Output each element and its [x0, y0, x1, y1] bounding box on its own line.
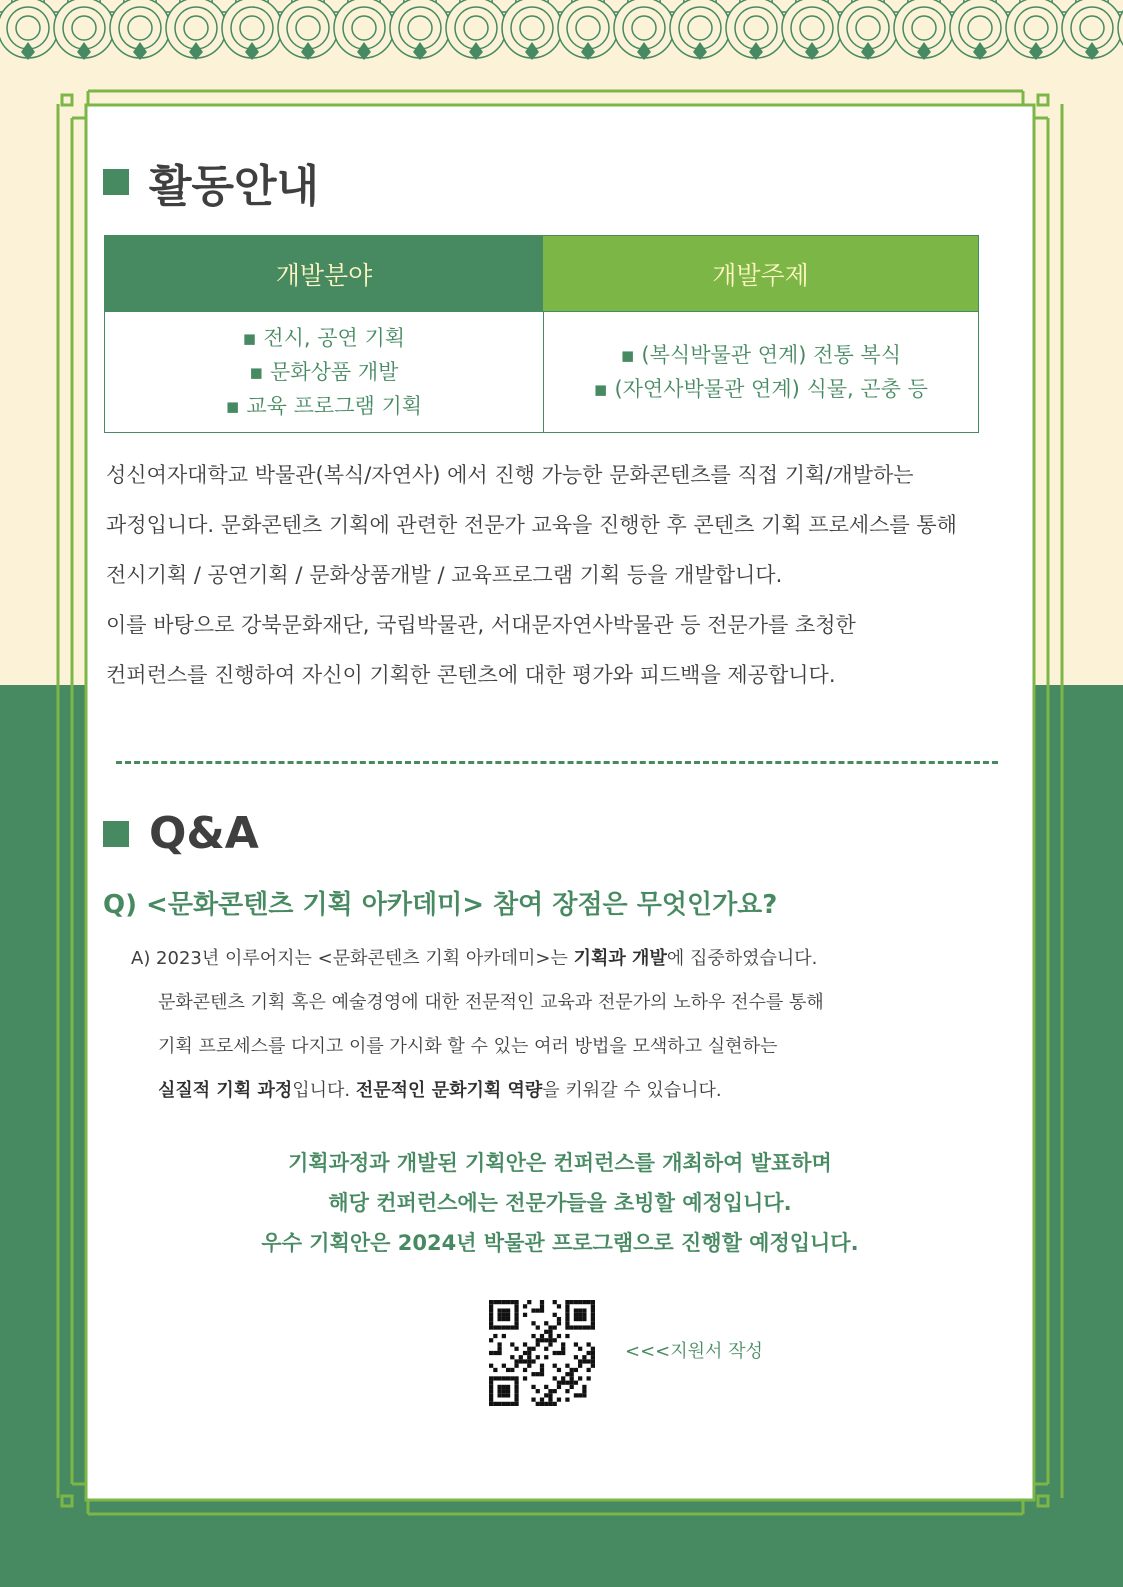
list-item: ▪ 전시, 공연 기획 [242, 326, 406, 350]
qa-answer [131, 937, 824, 1113]
highlight-notice [86, 1143, 1034, 1263]
table-cell-fields [105, 312, 544, 433]
answer-text: A) 2023년 이루어지는 <문화콘텐츠 기획 아카데미>는 [131, 948, 574, 969]
answer-bold: 실질적 기획 과정 [158, 1080, 293, 1101]
intro-line: 과정입니다. 문화콘텐츠 기획에 관련한 전문가 교육을 진행한 후 콘텐츠 기획 프로세스를 통해 [106, 513, 957, 537]
answer-bold: 전문적인 문화기획 역량 [355, 1080, 543, 1101]
answer-line: 문화콘텐츠 기획 혹은 예술경영에 대한 전문적인 교육과 전문가의 노하우 전수를 통해 [158, 992, 824, 1013]
answer-text: 입니다. [292, 1080, 356, 1101]
list-item: ▪ 문화상품 개발 [249, 360, 399, 384]
table-header-field: 개발분야 [105, 236, 544, 312]
square-bullet-icon [103, 169, 129, 195]
qa-section-title [103, 808, 259, 859]
dashed-divider [116, 761, 998, 764]
highlight-line: 우수 기획안은 2024년 박물관 프로그램으로 진행할 예정입니다. [261, 1231, 859, 1255]
intro-line: 전시기획 / 공연기획 / 문화상품개발 / 교육프로그램 기획 등을 개발합니다. [106, 563, 783, 587]
activity-section-title [103, 150, 319, 214]
list-item: ▪ (자연사박물관 연계) 식물, 곤충 등 [593, 377, 928, 401]
list-item: ▪ (복식박물관 연계) 전통 복식 [620, 343, 901, 367]
development-table [104, 235, 979, 433]
scallop-pattern [0, 0, 1123, 66]
intro-line: 컨퍼런스를 진행하여 자신이 기획한 콘텐츠에 대한 평가와 피드백을 제공합니다. [106, 663, 836, 687]
qr-code-icon[interactable] [489, 1300, 595, 1406]
activity-title-text: 활동안내 [149, 161, 320, 212]
table-header-topic: 개발주제 [543, 236, 979, 312]
answer-line [131, 937, 824, 981]
highlight-line: 기획과정과 개발된 기획안은 컨퍼런스를 개최하여 발표하며 [288, 1151, 832, 1175]
table-cell-topics [543, 312, 979, 433]
answer-text: 에 집중하였습니다. [666, 948, 818, 969]
intro-line: 이를 바탕으로 강북문화재단, 국립박물관, 서대문자연사박물관 등 전문가를 초청한 [106, 613, 856, 637]
answer-line: 기획 프로세스를 다지고 이를 가시화 할 수 있는 여러 방법을 모색하고 실현하는 [158, 1036, 778, 1057]
intro-paragraph [106, 450, 1006, 700]
list-item: ▪ 교육 프로그램 기획 [225, 394, 423, 418]
answer-line [131, 1069, 824, 1113]
qa-question: Q) <문화콘텐츠 기획 아카데미> 참여 장점은 무엇인가요? [103, 890, 778, 920]
qa-title-text: Q&A [149, 808, 259, 859]
square-bullet-icon [103, 821, 129, 847]
highlight-line: 해당 컨퍼런스에는 전문가들을 초빙할 예정입니다. [328, 1191, 792, 1215]
answer-bold: 기획과 개발 [573, 948, 667, 969]
intro-line: 성신여자대학교 박물관(복식/자연사) 에서 진행 가능한 문화콘텐츠를 직접 기획/개발하는 [106, 463, 914, 487]
answer-text: 을 키워갈 수 있습니다. [542, 1080, 722, 1101]
application-link[interactable]: <<<지원서 작성 [625, 1341, 763, 1362]
